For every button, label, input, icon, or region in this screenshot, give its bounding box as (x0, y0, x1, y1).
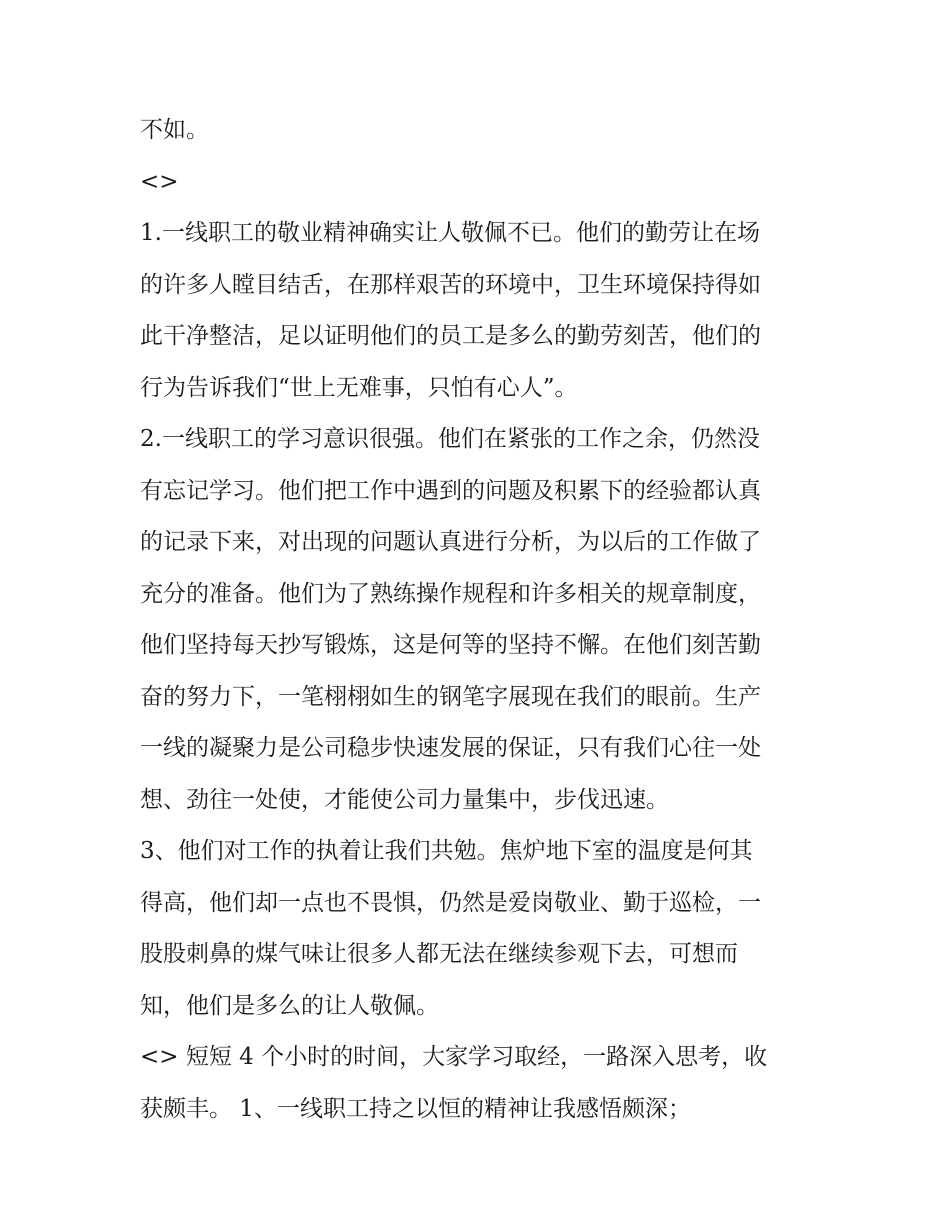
text-line: 充分的准备。他们为了熟练操作规程和许多相关的规章制度， (140, 580, 761, 607)
text-line: 一线的凝聚力是公司稳步快速发展的保证，只有我们心往一处 (140, 735, 761, 761)
text-line: 2.一线职工的学习意识很强。他们在紧张的工作之余，仍然没 (140, 426, 760, 452)
text-line: 奋的努力下，一笔栩栩如生的钢笔字展现在我们的眼前。生产 (140, 683, 761, 710)
text-line: <> 短短 4 个小时的时间，大家学习取经，一路深入思考，收 (140, 1044, 768, 1070)
text-line: 3、他们对工作的执着让我们共勉。焦炉地下室的温度是何其 (140, 838, 753, 864)
document-body (140, 105, 820, 1135)
text-line: 此干净整洁，足以证明他们的员工是多么的勤劳刻苦，他们的 (140, 323, 761, 349)
text-line: 的记录下来，对出现的问题认真进行分析，为以后的工作做了 (140, 529, 761, 555)
text-line: 的许多人瞠目结舌，在那样艰苦的环境中，卫生环境保持得如 (140, 271, 761, 298)
text-line: 行为告诉我们“世上无难事，只怕有心人”。 (140, 374, 578, 401)
text-line: 有忘记学习。他们把工作中遇到的问题及积累下的经验都认真 (140, 477, 761, 504)
text-line: 1.一线职工的敬业精神确实让人敬佩不已。他们的勤劳让在场 (140, 220, 760, 246)
text-line: 不如。 (140, 117, 209, 143)
text-line: <> (140, 168, 179, 195)
text-line: 股股刺鼻的煤气味让很多人都无法在继续参观下去，可想而 (140, 941, 738, 967)
text-line: 想、劲往一处使，才能使公司力量集中，步伐迅速。 (140, 786, 669, 813)
text-line: 得高，他们却一点也不畏惧，仍然是爱岗敬业、勤于巡检，一 (140, 889, 761, 916)
text-line: 他们坚持每天抄写锻炼，这是何等的坚持不懈。在他们刻苦勤 (140, 632, 761, 658)
text-line: 知，他们是多么的让人敬佩。 (140, 992, 439, 1019)
text-line: 获颇丰。 1、一线职工持之以恒的精神让我感悟颇深； (140, 1095, 691, 1122)
